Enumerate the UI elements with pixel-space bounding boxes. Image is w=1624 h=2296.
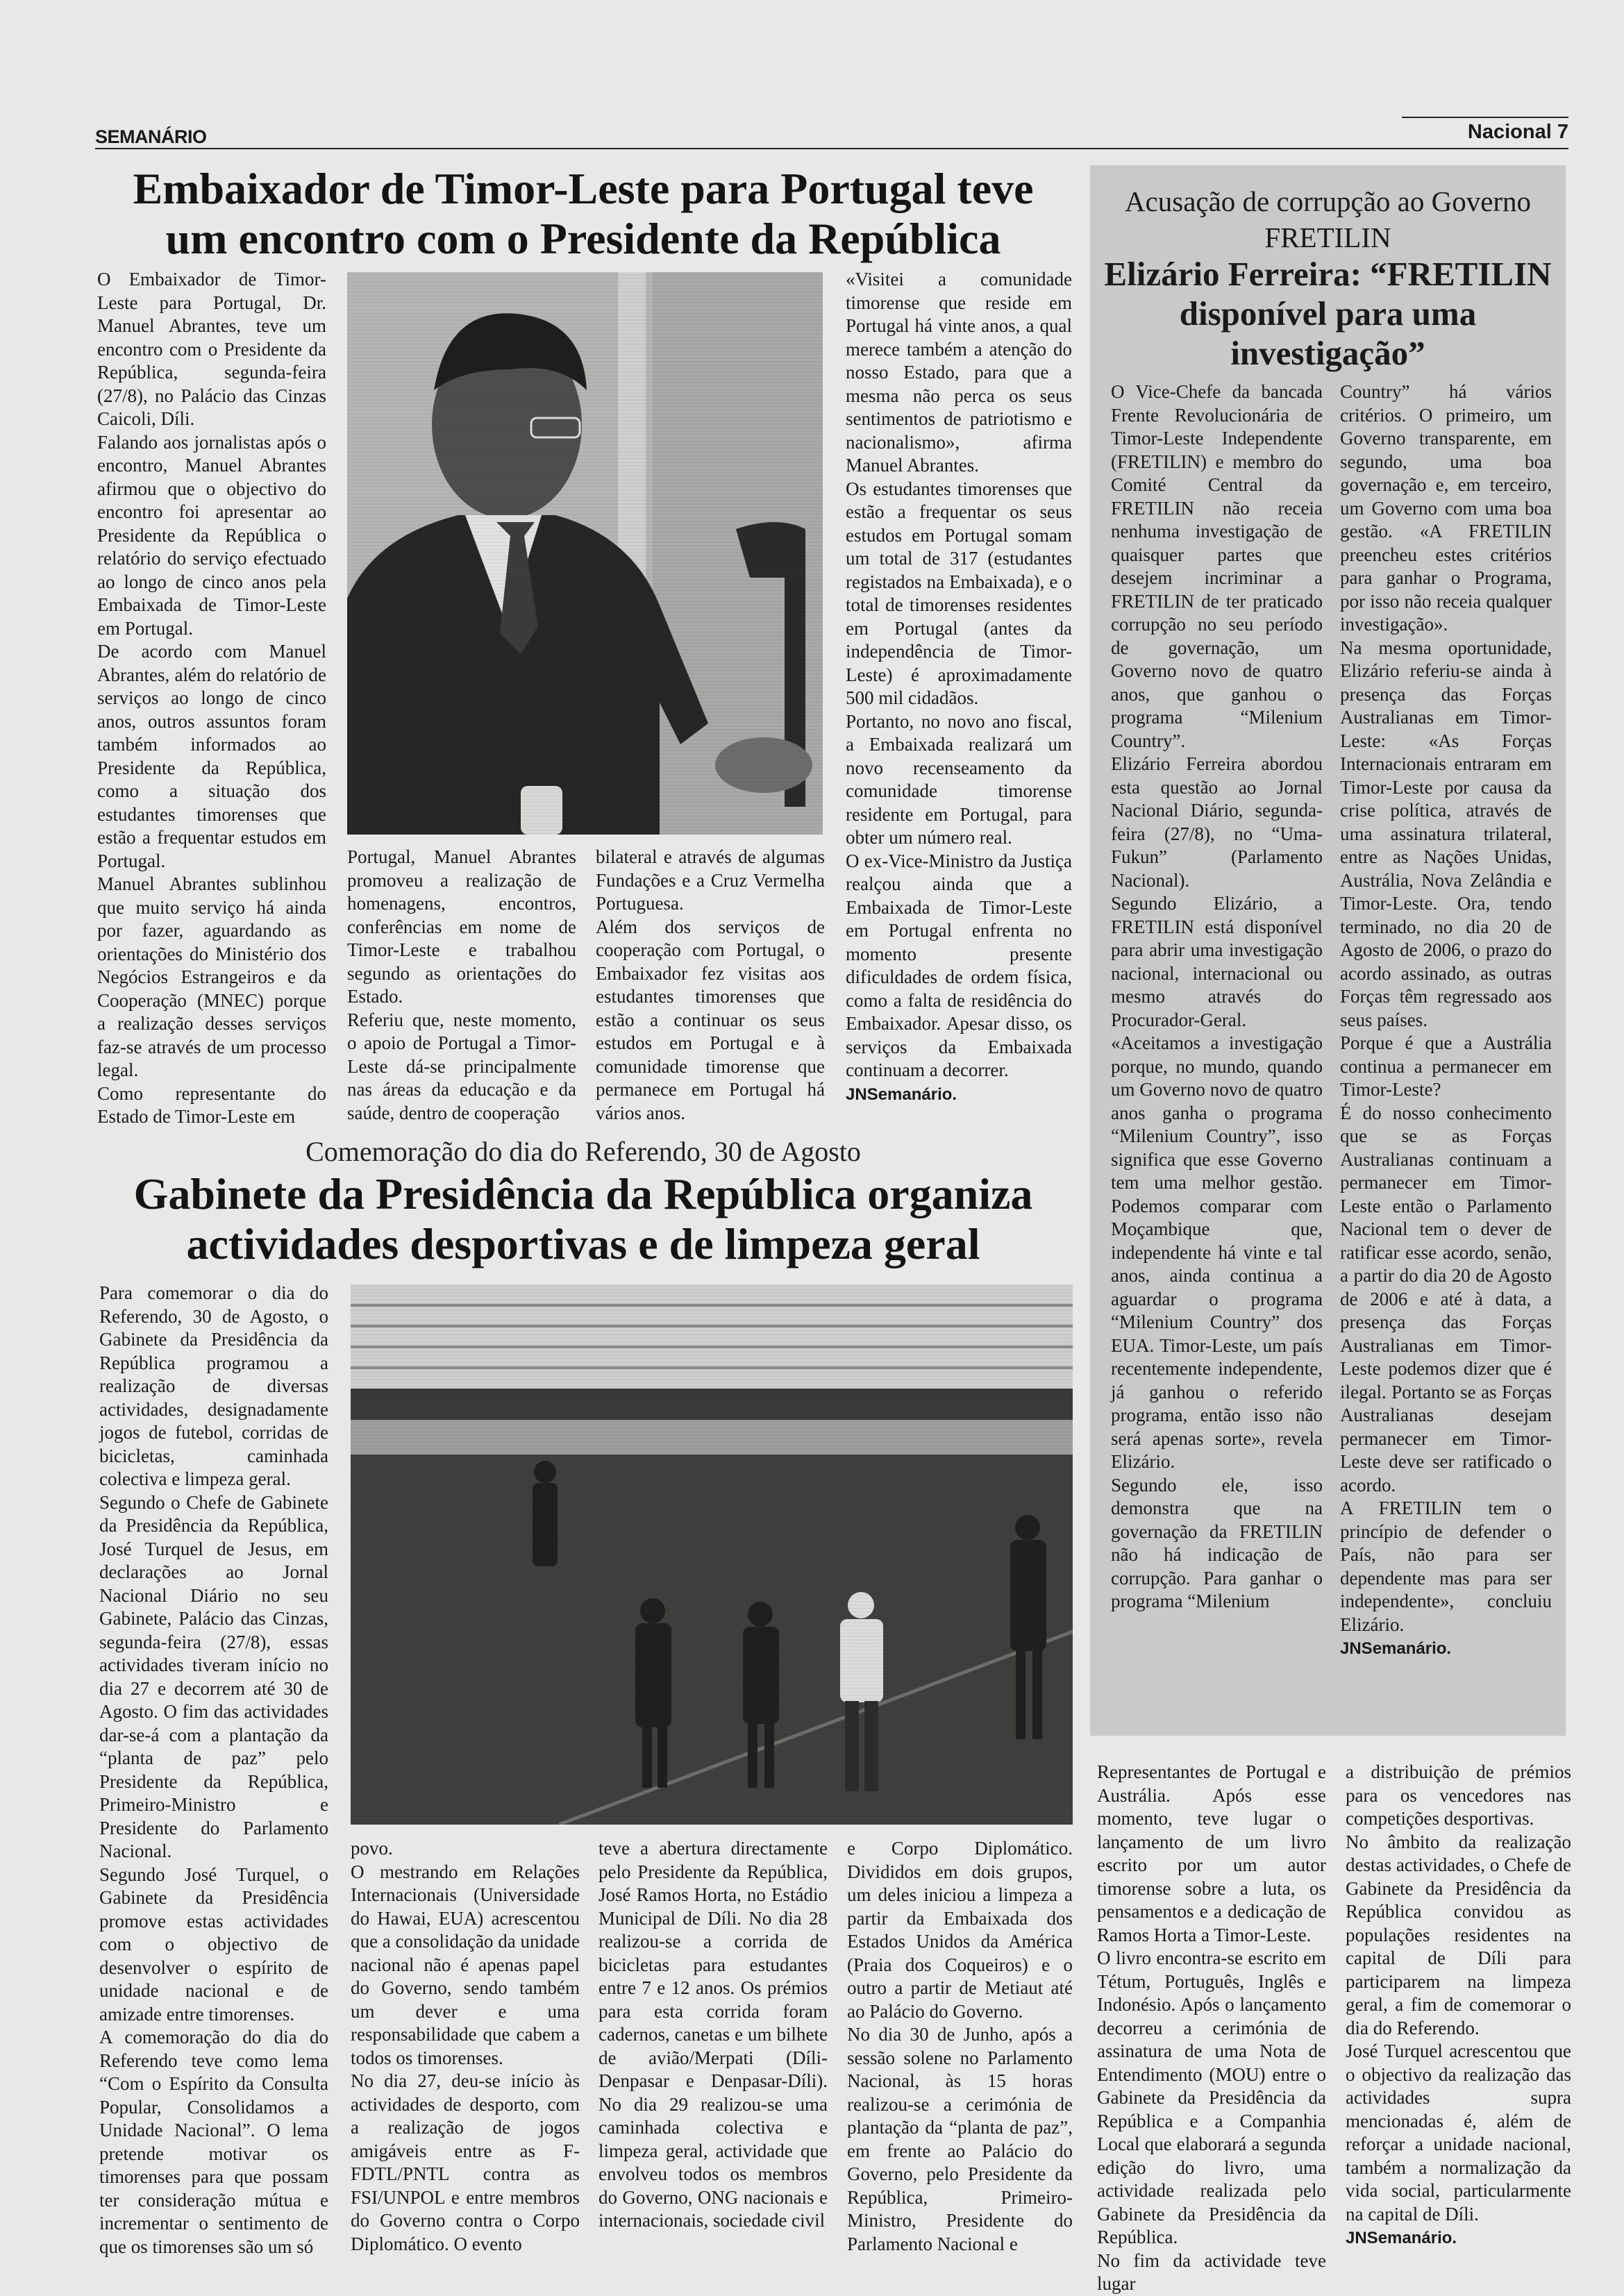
article1-signature: JNSemanário. [846, 1084, 957, 1104]
paragraph: Na mesma oportunidade, Elizário referiu-se ainda à presença das Forças Australianas em Timor-Leste: «As Forças Internacionais entraram em Timor-Leste por causa da crise política, através de uma assinatura trilateral, entre as Nações Unidas, Austrália, Nova Zelândia e Timor-Leste. Ora, tendo terminado, no dia 20 de Agosto de 2006, o prazo do acordo assinado, as outras Forças têm regressado aos seus países. [1340, 637, 1552, 1030]
paragraph: povo. [351, 1838, 393, 1859]
paragraph: O livro encontra-se escrito em Tétum, Português, Inglês e Indonésio. Após o lançamento decorreu a cerimónia de assinatura de uma Nota de Entendimento (MOU) entre o Gabinete da Presidência da República e a Companhia Local que elaborará a segunda edição do livro, uma actividade realizada pelo Gabinete da Presidência da República. [1097, 1947, 1326, 2247]
paragraph: Portanto, no novo ano fiscal, a Embaixada realizará um novo recenseamento da comunidade timorense residente em Portugal, para obter um número real. [846, 710, 1072, 848]
paragraph: De acordo com Manuel Abrantes, além do relatório de serviços ao longo de cinco anos, outros assuntos foram também informados ao Presidente da República, como a situação dos estudantes timorenses que estão a frequentar estudos em Portugal. [97, 641, 326, 871]
article2-signature: JNSemanário. [1346, 2229, 1457, 2247]
sidebar-title-line3: investigação” [1230, 334, 1425, 372]
paragraph: O mestrando em Relações Internacionais (Universidade do Hawai, EUA) acrescentou que a consolidação da unidade nacional não é apenas papel do Governo, sendo também um dever e uma responsabilidade que cabem a todos os timorenses. [351, 1861, 580, 2068]
ambassador-photo-illustration [347, 272, 823, 835]
paragraph: No dia 27, deu-se início às actividades de desporto, com a realização de jogos amigáveis entre as F-FDTL/PNTL contra as FSI/UNPOL e entre membros do Governo contra o Corpo Diplomático. O evento [351, 2070, 580, 2254]
article2-column-5 [1097, 1761, 1326, 2296]
paragraph: Segundo o Chefe de Gabinete da Presidência da República, José Turquel de Jesus, em declarações ao Jornal Nacional Diário no seu Gabinete, Palácio das Cinzas, segunda-feira (27/8), essas actividades tiveram início no dia 27 e decorrem até 30 de Agosto. O fim das actividades dar-se-á com a plantação da “planta de paz” pelo Presidente da República, Primeiro-Ministro e Presidente do Parlamento Nacional. [99, 1491, 328, 1861]
section-name: Nacional [1467, 121, 1552, 143]
sidebar-kicker-line1: Acusação de corrupção ao Governo [1124, 185, 1532, 217]
sidebar-title-line1: Elizário Ferreira: “FRETILIN [1104, 255, 1552, 293]
article1-column-2 [347, 846, 576, 1125]
paragraph: Segundo ele, isso demonstra que na governação da FRETILIN não há indicação de corrupção. Para ganhar o programa “Milenium [1111, 1474, 1323, 1611]
paragraph: e Corpo Diplomático. Divididos em dois grupos, um deles iniciou a limpeza a partir da Embaixada dos Estados Unidos da América (Praia dos Coqueiros) e o outro a partir de Metiaut até ao Palácio do Governo. [847, 1838, 1073, 2022]
stadium-photo [351, 1284, 1073, 1825]
sidebar-kicker [1104, 183, 1552, 255]
paragraph: A FRETILIN tem o princípio de defender o País, não para ser dependente mas para ser independente», concluiu Elizário. [1340, 1498, 1552, 1635]
paragraph: Falando aos jornalistas após o encontro, Manuel Abrantes afirmou que o objectivo do encontro foi apresentar ao Presidente da República o relatório do serviço efectuado ao longo de cinco anos pela Embaixada de Timor-Leste em Portugal. [97, 431, 326, 639]
article2-column-4 [847, 1837, 1073, 2256]
sidebar-kicker-line2: FRETILIN [1264, 221, 1391, 253]
article1-column-4 [846, 268, 1072, 1106]
header-rule-top [1402, 117, 1568, 118]
article1-column-3 [596, 846, 825, 1125]
paragraph: Manuel Abrantes sublinhou que muito serviço há ainda por fazer, aguardando as orientações do Ministério dos Negócios Estrangeiros e da Cooperação (MNEC) porque a realização desses serviços faz-se através de um processo legal. [97, 873, 326, 1080]
sidebar-column-2 [1340, 380, 1552, 1661]
header-rule [95, 148, 1568, 149]
paragraph: José Turquel acrescentou que o objectivo da realização das actividades supra mencionadas é, além de reforçar a unidade nacional, também a normalização da vida social, particularmente na capital de Díli. [1346, 2041, 1571, 2224]
sidebar-column-1 [1111, 380, 1323, 1614]
paragraph: Porque é que a Austrália continua a permanecer em Timor-Leste? [1340, 1032, 1552, 1100]
paragraph: Referiu que, neste momento, o apoio de Portugal a Timor-Leste dá-se principalmente nas áreas da educação e da saúde, dentro de cooperação [347, 1009, 576, 1123]
paragraph: O Vice-Chefe da bancada Frente Revolucionária de Timor-Leste Independente (FRETILIN) e membro do Comité Central da FRETILIN não receia nenhuma investigação de quaisquer partes que desejem incriminar a FRETILIN de ter praticado corrupção no seu período de governação, um Governo novo de quatro anos, que ganhou o programa “Milenium Country”. [1111, 381, 1323, 751]
page-section [1468, 121, 1568, 144]
publication-name: SEMANÁRIO [95, 126, 207, 147]
paragraph: No âmbito da realização destas actividades, o Chefe de Gabinete da Presidência da República convidou as populações residentes na capital de Díli para participarem na limpeza geral, a fim de comemorar o dia do Referendo. [1346, 1831, 1571, 2038]
paragraph: O ex-Vice-Ministro da Justiça realçou ainda que a Embaixada de Timor-Leste em Portugal enfrenta no momento presente dificuldades de ordem física, como a falta de residência do Embaixador. Apesar disso, os serviços da Embaixada continuam a decorrer. [846, 850, 1072, 1080]
paragraph: Segundo Elizário, a FRETILIN está disponível para abrir uma investigação nacional, internacional ou mesmo através do Procurador-Geral. [1111, 893, 1323, 1030]
paragraph: É do nosso conhecimento que se as Forças Australianas continuam a permanecer em Timor-Leste então o Parlamento Nacional tem o dever de ratificar esse acordo, senão, a partir do dia 20 de Agosto de 2006 e até à data, a presença das Forças Australianas em Timor-Leste podemos dizer que é ilegal. Portanto se as Forças Australianas desejam permanecer em Timor-Leste deve ser ratificado o acordo. [1340, 1102, 1552, 1495]
sidebar-title-line2: disponível para uma [1179, 294, 1477, 333]
article1-title-line1: Embaixador de Timor-Leste para Portugal teve [133, 164, 1034, 213]
paragraph: Além dos serviços de cooperação com Portugal, o Embaixador fez visitas aos estudantes timorenses que estão a continuar os seus estudos em Portugal e à comunidade timorense que permanece em Portugal há vários anos. [596, 916, 825, 1123]
article2-column-6 [1346, 1761, 1571, 2250]
paragraph: Como representante do Estado de Timor-Leste em [97, 1082, 326, 1127]
paragraph: No dia 30 de Junho, após a sessão solene no Parlamento Nacional, às 15 horas realizou-se a cerimónia de plantação da “planta de paz”, em frente ao Palácio do Governo, pelo Presidente da República, Primeiro-Ministro, Presidente do Parlamento Nacional e [847, 2024, 1073, 2254]
page-number: 7 [1557, 121, 1568, 143]
paragraph: Representantes de Portugal e Austrália. Após esse momento, teve lugar o lançamento de um livro escrito por um autor timorense sobre a luta, os pensamentos e a dedicação de Ramos Horta a Timor-Leste. [1097, 1761, 1326, 1945]
article2-title-line1: Gabinete da Presidência da República organiza [133, 1169, 1033, 1218]
article2-column-3 [598, 1837, 828, 2233]
article2-headline [97, 1169, 1069, 1269]
paragraph: No fim da actividade teve lugar [1097, 2249, 1326, 2294]
sidebar-signature: JNSemanário. [1340, 1639, 1452, 1658]
paragraph: Os estudantes timorenses que estão a frequentar os seus estudos em Portugal somam um total de 317 (estudantes registados na Embaixada), e o total de timorenses residentes em Portugal (antes da independência de Timor-Leste) é aproximadamente 500 mil cidadãos. [846, 478, 1072, 708]
paragraph: Para comemorar o dia do Referendo, 30 de Agosto, o Gabinete da Presidência da República programou a realização de diversas actividades, designadamente jogos de futebol, corridas de bicicletas, caminhada colectiva e limpeza geral. [99, 1282, 328, 1489]
paragraph: O Embaixador de Timor-Leste para Portugal, Dr. Manuel Abrantes, teve um encontro com o Presidente da República, segunda-feira (27/8), no Palácio das Cinzas Caicoli, Díli. [97, 269, 326, 429]
paragraph: «Visitei a comunidade timorense que reside em Portugal há vinte anos, a qual merece também a atenção do nosso Estado, para que a mesma não perca os seus sentimentos de patriotismo e nacionalismo», afirma Manuel Abrantes. [846, 269, 1072, 476]
paragraph: «Aceitamos a investigação porque, no mundo, quando um Governo novo de quatro anos ganha o programa “Milenium Country”, isso significa que esse Governo tem uma melhor gestão. Podemos comparar com Moçambique que, independente há vinte e tal anos, ainda continua a aguardar o programa “Milenium Country” dos EUA. Timor-Leste, um país recentemente independente, já ganhou o referido programa, então isso não será apenas sorte», revela Elizário. [1111, 1032, 1323, 1472]
article2-column-2 [351, 1837, 580, 2256]
paragraph: Elizário Ferreira abordou esta questão ao Jornal Nacional Diário, segunda-feira (27/8), no “Uma-Fukun” (Parlamento Nacional). [1111, 753, 1323, 891]
article1-headline [97, 164, 1069, 264]
paragraph: Segundo José Turquel, o Gabinete da Presidência promove estas actividades com o objectivo de desenvolver o espírito de unidade nacional e de amizade entre timorenses. [99, 1863, 328, 2025]
article2-title-line2: actividades desportivas e de limpeza geral [186, 1219, 980, 1268]
paragraph: teve a abertura directamente pelo Presidente da República, José Ramos Horta, no Estádio Municipal de Díli. No dia 28 realizou-se a corrida de bicicletas para estudantes entre 7 e 12 anos. Os prémios para esta corrida foram cadernos, canetas e um bilhete de avião/Merpati (Díli-Denpasar e Denpasar-Díli). No dia 29 realizou-se uma caminhada colectiva e limpeza geral, actividade que envolveu todos os membros do Governo, ONG nacionais e internacionais, sociedade civil [598, 1838, 828, 2231]
sidebar-headline [1104, 254, 1552, 373]
paragraph: Portugal, Manuel Abrantes promoveu a realização de homenagens, encontros, conferências em nome de Timor-Leste e trabalhou segundo as orientações do Estado. [347, 846, 576, 1007]
ambassador-photo [347, 272, 823, 835]
paragraph: Country” há vários critérios. O primeiro, um Governo transparente, em segundo, uma boa governação e, em terceiro, um Governo com uma boa gestão. «A FRETILIN preencheu estes critérios para ganhar o Programa, por isso não receia qualquer investigação». [1340, 381, 1552, 635]
article2-kicker: Comemoração do dia do Referendo, 30 de Agosto [305, 1136, 861, 1167]
paragraph: a distribuição de prémios para os vencedores nas competições desportivas. [1346, 1761, 1571, 1829]
paragraph: bilateral e através de algumas Fundações e a Cruz Vermelha Portuguesa. [596, 846, 825, 914]
article2-column-1 [99, 1282, 328, 2259]
article1-title-line2: um encontro com o Presidente da República [165, 214, 1001, 263]
stadium-photo-illustration [351, 1284, 1073, 1825]
paragraph: A comemoração do dia do Referendo teve como lema “Com o Espírito da Consulta Popular, Consolidamos a Unidade Nacional”. O lema pretende motivar os timorenses para que possam ter consideração mútua e incrementar o sentimento de que os timorenses são um só [99, 2027, 328, 2257]
article1-column-1 [97, 268, 326, 1129]
